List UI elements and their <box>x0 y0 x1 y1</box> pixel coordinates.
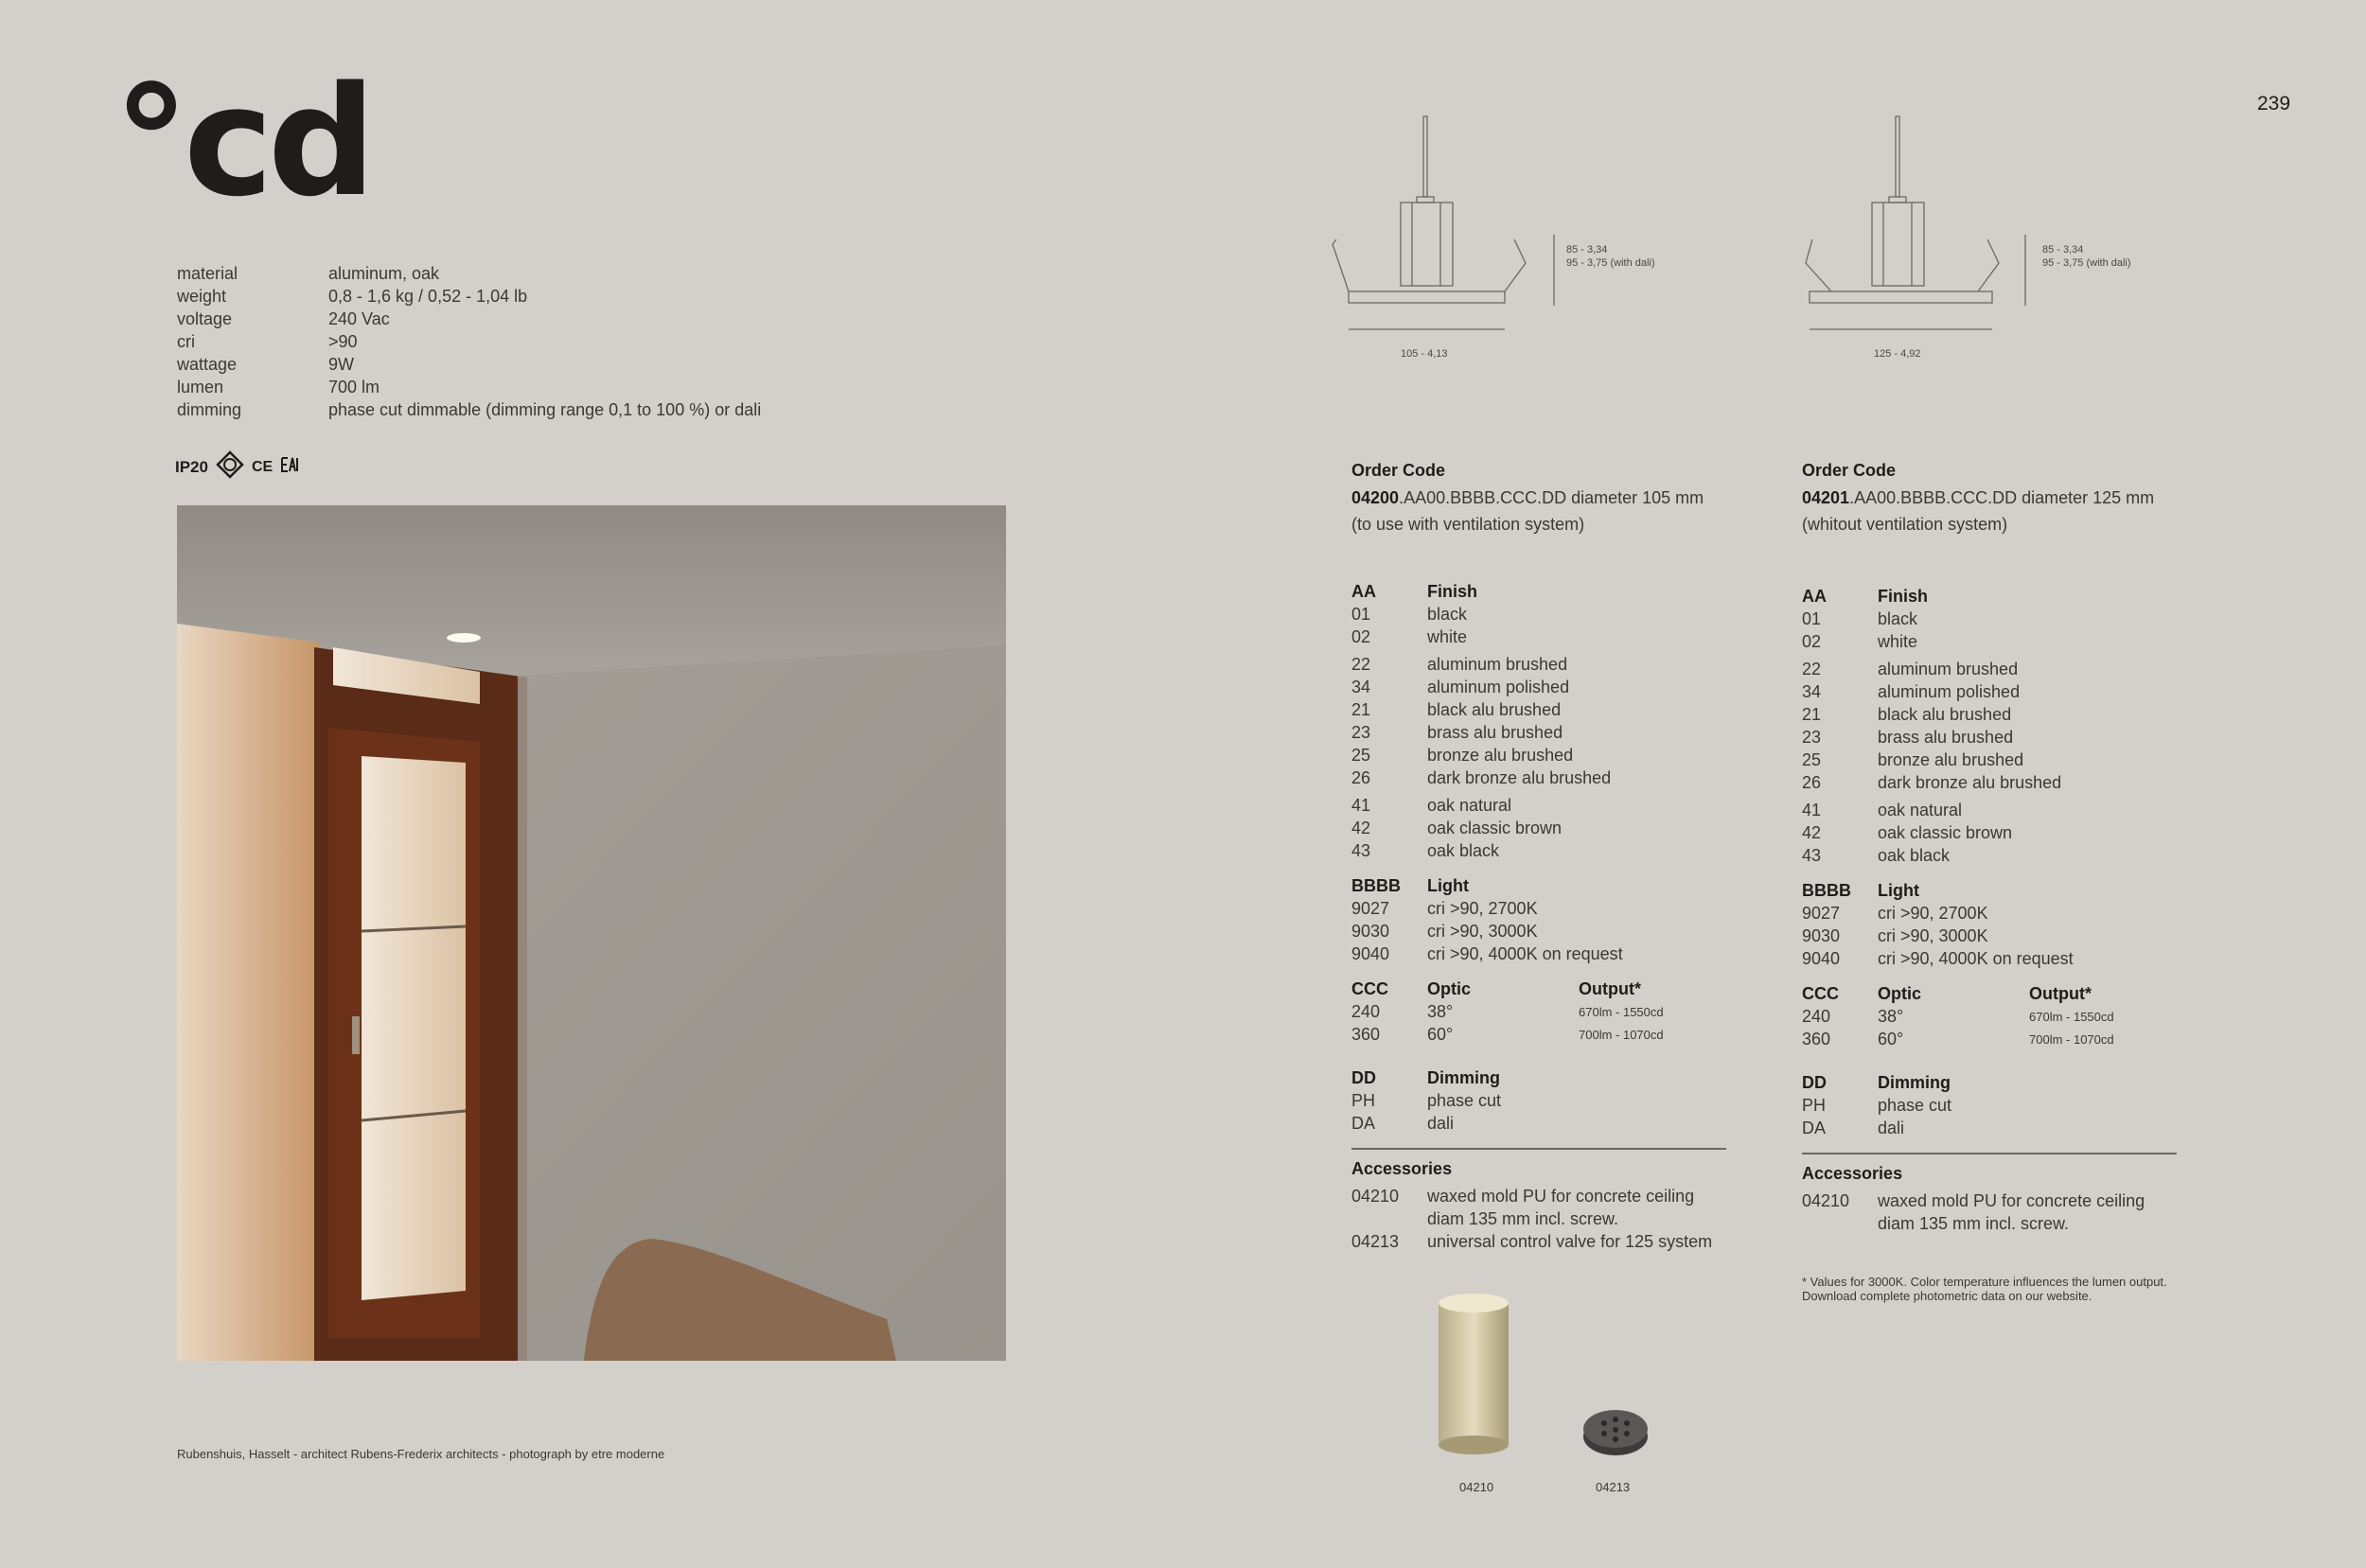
table-row <box>1802 844 2218 867</box>
order-code-number: 04200 <box>1351 488 1400 507</box>
light-code: 9030 <box>1351 921 1390 941</box>
column-header: Light <box>1878 880 1919 900</box>
spec-row <box>177 330 761 353</box>
table-row <box>1351 920 1768 943</box>
finish-name: bronze alu brushed <box>1427 745 1574 765</box>
certification-row <box>175 450 299 484</box>
technical-drawing <box>1798 112 2196 367</box>
table-header <box>1351 580 1768 603</box>
accessory-code: 04213 <box>1351 1232 1400 1251</box>
accessory-desc: diam 135 mm incl. screw. <box>1878 1214 2070 1233</box>
finish-name: oak classic brown <box>1878 822 2013 842</box>
spec-label: wattage <box>177 355 238 374</box>
table-row <box>1802 1028 2218 1050</box>
dimming-name: dali <box>1427 1113 1455 1133</box>
finish-code: 02 <box>1351 626 1371 646</box>
product-image-04213 <box>1580 1402 1651 1464</box>
product-image-04210 <box>1431 1292 1516 1467</box>
finish-name: black <box>1427 604 1468 624</box>
table-header <box>1802 1071 2218 1094</box>
table-header <box>1351 874 1768 897</box>
finish-code: 25 <box>1802 749 1822 769</box>
optic-output: 700lm - 1070cd <box>1579 1027 1664 1042</box>
table-row <box>1351 794 1768 817</box>
table-row <box>1802 925 2218 947</box>
table-row <box>1802 680 2218 703</box>
order-code-suffix: .AA00.BBBB.CCC.DD diameter 105 mm <box>1399 488 1704 507</box>
finish-name: oak natural <box>1878 800 1963 819</box>
drawing-height-label: 85 - 3,34 <box>2042 244 2084 255</box>
table-row <box>1351 625 1768 648</box>
light-name: cri >90, 2700K <box>1427 898 1538 918</box>
optic-code: 360 <box>1802 1029 1831 1048</box>
column-header: BBBB <box>1802 880 1851 900</box>
finish-name: white <box>1427 626 1468 646</box>
spec-label: cri <box>177 332 195 351</box>
table-row <box>1351 1000 1768 1023</box>
spec-row <box>177 262 761 285</box>
table-row <box>1802 771 2218 794</box>
footnote-line: Download complete photometric data on our website. <box>1802 1289 2092 1303</box>
spec-row <box>177 308 761 330</box>
table-row <box>1351 653 1768 676</box>
table-row <box>1351 721 1768 744</box>
column-header: Optic <box>1878 983 1922 1003</box>
table-header <box>1802 585 2218 608</box>
column-header: Finish <box>1878 586 1928 606</box>
table-row <box>1351 1112 1768 1135</box>
finish-code: 01 <box>1351 604 1371 624</box>
spec-value: 9W <box>328 355 354 374</box>
accessory-row <box>1351 1185 1768 1207</box>
spec-value: >90 <box>328 332 358 351</box>
order-code-line <box>1351 484 1768 511</box>
finish-name: black alu brushed <box>1878 704 2012 724</box>
light-table <box>1351 874 1768 965</box>
optic-table <box>1802 982 2218 1050</box>
order-code-column <box>1351 461 1768 1253</box>
spec-row <box>177 376 761 398</box>
order-code-note: (to use with ventilation system) <box>1351 515 1585 534</box>
light-name: cri >90, 4000K on request <box>1427 943 1623 963</box>
table-row <box>1351 603 1768 625</box>
column-header: Dimming <box>1427 1067 1501 1087</box>
spec-label: lumen <box>177 378 224 396</box>
optic-output: 670lm - 1550cd <box>1579 1004 1664 1019</box>
spec-label: material <box>177 264 238 283</box>
drawing-width-label: 105 - 4,13 <box>1401 348 1448 360</box>
dimming-code: DA <box>1351 1113 1376 1133</box>
column-header: Optic <box>1427 978 1472 998</box>
column-header: AA <box>1802 586 1827 606</box>
table-row <box>1802 749 2218 771</box>
order-code-note: (whitout ventilation system) <box>1802 515 2008 534</box>
safety-icon <box>216 450 244 484</box>
brand-logo: °cd <box>114 53 371 230</box>
footnote-line: * Values for 3000K. Color temperature influences the lumen output. <box>1802 1275 2167 1289</box>
table-row <box>1802 1005 2218 1028</box>
divider <box>1351 1148 1726 1150</box>
dimming-table <box>1802 1071 2218 1139</box>
order-code-title: Order Code <box>1802 461 1897 480</box>
column-header: CCC <box>1802 983 1839 1003</box>
order-code-line <box>1802 484 2218 511</box>
finish-name: dark bronze alu brushed <box>1427 767 1612 787</box>
optic-code: 240 <box>1802 1006 1831 1026</box>
light-name: cri >90, 3000K <box>1878 925 1988 945</box>
spec-value: phase cut dimmable (dimming range 0,1 to 100 %) or dali <box>328 400 762 419</box>
drawing-height-label: 85 - 3,34 <box>1566 244 1608 255</box>
light-code: 9027 <box>1351 898 1390 918</box>
order-code-title: Order Code <box>1351 461 1446 480</box>
accessories-section <box>1802 1162 2218 1235</box>
dimming-name: phase cut <box>1878 1095 1952 1115</box>
spec-label: dimming <box>177 400 242 419</box>
table-row <box>1351 943 1768 965</box>
table-header <box>1802 879 2218 902</box>
optic-angle: 60° <box>1878 1029 1904 1048</box>
finish-code: 22 <box>1351 654 1371 674</box>
finish-name: aluminum brushed <box>1878 659 2019 678</box>
finish-code: 34 <box>1351 677 1371 696</box>
accessory-row <box>1802 1189 2218 1212</box>
table-row <box>1351 1023 1768 1046</box>
spec-row <box>177 398 761 421</box>
divider <box>1802 1153 2177 1154</box>
finish-code: 21 <box>1351 699 1371 719</box>
finish-code: 02 <box>1802 631 1822 651</box>
column-header: Output* <box>2029 983 2092 1003</box>
column-header: Dimming <box>1878 1072 1951 1092</box>
ce-mark-icon: CE <box>251 458 274 475</box>
finish-table <box>1802 585 2218 867</box>
dimming-code: DA <box>1802 1118 1827 1137</box>
finish-name: aluminum polished <box>1878 681 2021 701</box>
optic-angle: 60° <box>1427 1024 1454 1044</box>
accessories-section <box>1351 1157 1768 1253</box>
finish-code: 23 <box>1802 727 1822 747</box>
optic-code: 240 <box>1351 1001 1381 1021</box>
finish-code: 42 <box>1802 822 1822 842</box>
finish-code: 34 <box>1802 681 1822 701</box>
table-row <box>1802 1094 2218 1117</box>
order-code-column <box>1802 461 2218 1303</box>
optic-output: 700lm - 1070cd <box>2029 1031 2114 1047</box>
finish-code: 26 <box>1802 772 1822 792</box>
photo-caption: Rubenshuis, Hasselt - architect Rubens-Frederix architects - photograph by etre moderne <box>177 1447 665 1461</box>
finish-name: brass alu brushed <box>1427 722 1563 742</box>
finish-name: oak black <box>1878 845 1951 865</box>
product-label: 04213 <box>1596 1480 1631 1494</box>
finish-code: 43 <box>1802 845 1822 865</box>
accessory-desc: diam 135 mm incl. screw. <box>1427 1209 1619 1228</box>
table-header <box>1351 1066 1768 1089</box>
finish-code: 23 <box>1351 722 1371 742</box>
optic-table <box>1351 978 1768 1046</box>
table-row <box>1351 744 1768 766</box>
light-code: 9040 <box>1351 943 1390 963</box>
accessory-row <box>1351 1207 1768 1230</box>
product-label: 04210 <box>1459 1480 1494 1494</box>
table-row <box>1351 839 1768 862</box>
finish-name: black <box>1878 608 1918 628</box>
table-row <box>1351 766 1768 789</box>
table-row <box>1802 947 2218 970</box>
accessory-row <box>1351 1230 1768 1253</box>
table-header <box>1351 978 1768 1000</box>
light-code: 9040 <box>1802 948 1841 968</box>
table-row <box>1802 726 2218 749</box>
optic-angle: 38° <box>1878 1006 1904 1026</box>
light-code: 9030 <box>1802 925 1841 945</box>
table-row <box>1802 703 2218 726</box>
column-header: Output* <box>1579 978 1641 998</box>
finish-code: 43 <box>1351 840 1371 860</box>
drawing-height-dali-label: 95 - 3,75 (with dali) <box>2042 257 2131 269</box>
dimming-table <box>1351 1066 1768 1135</box>
finish-name: oak natural <box>1427 795 1512 815</box>
accessory-code: 04210 <box>1351 1187 1400 1206</box>
finish-name: white <box>1878 631 1918 651</box>
accessory-desc: universal control valve for 125 system <box>1427 1232 1713 1251</box>
finish-name: black alu brushed <box>1427 699 1562 719</box>
table-header <box>1802 982 2218 1005</box>
spec-label: weight <box>177 287 227 306</box>
ip-rating: IP20 <box>175 457 208 476</box>
finish-name: dark bronze alu brushed <box>1878 772 2062 792</box>
finish-code: 41 <box>1802 800 1822 819</box>
finish-name: bronze alu brushed <box>1878 749 2024 769</box>
light-name: cri >90, 3000K <box>1427 921 1538 941</box>
column-header: DD <box>1351 1067 1376 1087</box>
dimming-name: phase cut <box>1427 1090 1502 1110</box>
order-code-suffix: .AA00.BBBB.CCC.DD diameter 125 mm <box>1849 488 2155 507</box>
spec-value: 0,8 - 1,6 kg / 0,52 - 1,04 lb <box>328 287 528 306</box>
table-row <box>1802 799 2218 821</box>
finish-code: 42 <box>1351 818 1371 837</box>
column-header: CCC <box>1351 978 1388 998</box>
spec-row <box>177 285 761 308</box>
table-row <box>1351 676 1768 698</box>
optic-code: 360 <box>1351 1024 1381 1044</box>
spec-value: 700 lm <box>328 378 380 396</box>
column-header: Light <box>1427 875 1469 895</box>
order-code-number: 04201 <box>1802 488 1850 507</box>
table-row <box>1351 817 1768 839</box>
finish-table <box>1351 580 1768 862</box>
column-header: AA <box>1351 581 1376 601</box>
finish-name: brass alu brushed <box>1878 727 2014 747</box>
optic-angle: 38° <box>1427 1001 1454 1021</box>
light-name: cri >90, 2700K <box>1878 903 1988 923</box>
finish-name: oak black <box>1427 840 1500 860</box>
table-row <box>1802 1117 2218 1139</box>
finish-code: 21 <box>1802 704 1822 724</box>
finish-name: aluminum brushed <box>1427 654 1568 674</box>
drawing-width-label: 125 - 4,92 <box>1874 348 1921 360</box>
table-row <box>1351 698 1768 721</box>
accessories-title: Accessories <box>1802 1164 1903 1183</box>
finish-code: 22 <box>1802 659 1822 678</box>
column-header: DD <box>1802 1072 1827 1092</box>
footnote <box>1802 1275 2218 1303</box>
table-row <box>1802 658 2218 680</box>
table-row <box>1802 902 2218 925</box>
light-code: 9027 <box>1802 903 1841 923</box>
accessory-code: 04210 <box>1802 1191 1850 1210</box>
technical-drawing <box>1325 112 1722 367</box>
table-row <box>1802 630 2218 653</box>
page-number: 239 <box>2257 93 2291 115</box>
finish-code: 41 <box>1351 795 1371 815</box>
column-header: Finish <box>1427 581 1477 601</box>
column-header: BBBB <box>1351 875 1401 895</box>
accessory-desc: waxed mold PU for concrete ceiling <box>1427 1187 1695 1206</box>
spec-value: aluminum, oak <box>328 264 440 283</box>
finish-name: oak classic brown <box>1427 818 1563 837</box>
finish-code: 01 <box>1802 608 1822 628</box>
eac-mark-icon <box>280 455 299 479</box>
interior-photo <box>177 505 1006 1361</box>
accessory-row <box>1802 1212 2218 1235</box>
dimming-name: dali <box>1878 1118 1905 1137</box>
accessory-desc: waxed mold PU for concrete ceiling <box>1878 1191 2145 1210</box>
dimming-code: PH <box>1802 1095 1827 1115</box>
light-name: cri >90, 4000K on request <box>1878 948 2074 968</box>
finish-code: 25 <box>1351 745 1371 765</box>
accessories-title: Accessories <box>1351 1159 1453 1178</box>
finish-code: 26 <box>1351 767 1371 787</box>
light-table <box>1802 879 2218 970</box>
drawing-height-dali-label: 95 - 3,75 (with dali) <box>1566 257 1655 269</box>
spec-list <box>177 262 761 421</box>
optic-output: 670lm - 1550cd <box>2029 1009 2114 1024</box>
table-row <box>1802 608 2218 630</box>
dimming-code: PH <box>1351 1090 1376 1110</box>
table-row <box>1351 1089 1768 1112</box>
spec-value: 240 Vac <box>328 309 390 328</box>
table-row <box>1351 897 1768 920</box>
finish-name: aluminum polished <box>1427 677 1570 696</box>
spec-label: voltage <box>177 309 233 328</box>
table-row <box>1802 821 2218 844</box>
spec-row <box>177 353 761 376</box>
